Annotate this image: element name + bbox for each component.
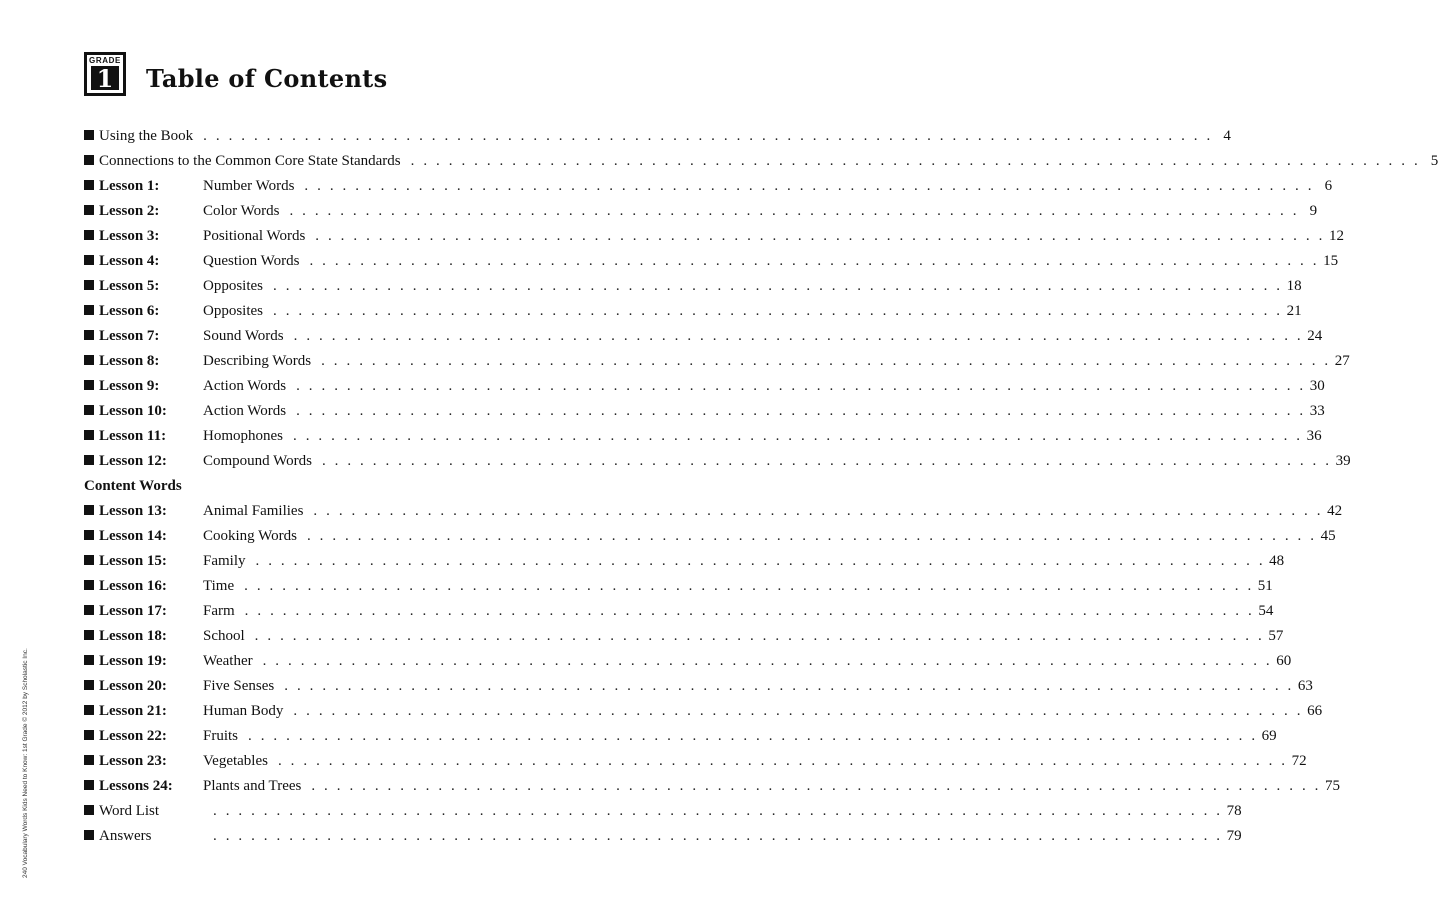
square-bullet-icon xyxy=(84,205,94,215)
page-number: 4 xyxy=(1223,128,1231,144)
dot-leader: . . . . . . . . . . . . . . . . . . . . . . . . . . . . . . . . . . . . . . . . . . . . . . . . . . . . . . . . . . . . . . . . . . . . . . . . . . . . . . . . xyxy=(213,828,1223,844)
entry-title: Vegetables xyxy=(203,753,268,769)
entry-title: Five Senses xyxy=(203,678,275,694)
dot-leader: . . . . . . . . . . . . . . . . . . . . . . . . . . . . . . . . . . . . . . . . . . . . . . . . . . . . . . . . . . . . . . . . . . . . . . . . . . . . . . . . xyxy=(315,228,1325,244)
square-bullet-icon xyxy=(84,230,94,240)
square-bullet-icon xyxy=(84,180,94,190)
page-number: 51 xyxy=(1257,578,1273,594)
page-number: 66 xyxy=(1307,703,1323,719)
square-bullet-icon xyxy=(84,405,94,415)
page-number: 45 xyxy=(1320,528,1336,544)
entry-title: Family xyxy=(203,553,246,569)
page-number: 24 xyxy=(1307,328,1323,344)
toc-lesson-row xyxy=(84,549,1285,574)
lesson-label: Lesson 19: xyxy=(99,653,167,669)
entry-title: School xyxy=(203,628,245,644)
dot-leader: . . . . . . . . . . . . . . . . . . . . . . . . . . . . . . . . . . . . . . . . . . . . . . . . . . . . . . . . . . . . . . . . . . . . . . . . . . . . . . . . xyxy=(296,403,1306,419)
toc-lesson-row xyxy=(84,224,1344,249)
toc-lesson-row xyxy=(84,499,1343,524)
lesson-label: Lesson 22: xyxy=(99,728,167,744)
square-bullet-icon xyxy=(84,805,94,815)
toc-lesson-row xyxy=(84,449,1351,474)
entry-title: Compound Words xyxy=(203,453,312,469)
page-number: 9 xyxy=(1309,203,1318,219)
dot-leader: . . . . . . . . . . . . . . . . . . . . . . . . . . . . . . . . . . . . . . . . . . . . . . . . . . . . . . . . . . . . . . . . . . . . . . . . . . . . . . . . xyxy=(293,428,1303,444)
toc-lesson-row xyxy=(84,674,1313,699)
page-number: 78 xyxy=(1226,803,1242,819)
page-number: 60 xyxy=(1276,653,1292,669)
dot-leader: . . . . . . . . . . . . . . . . . . . . . . . . . . . . . . . . . . . . . . . . . . . . . . . . . . . . . . . . . . . . . . . . . . . . . . . . . . . . . . . . xyxy=(203,128,1213,144)
lesson-label: Lessons 24: xyxy=(99,778,173,794)
entry-title: Using the Book xyxy=(99,128,194,144)
entry-title: Action Words xyxy=(203,403,287,419)
page-number: 79 xyxy=(1226,828,1242,844)
page-number: 21 xyxy=(1286,303,1302,319)
toc-row xyxy=(84,124,1231,149)
entry-title: Action Words xyxy=(203,378,287,394)
toc-lesson-row xyxy=(84,774,1340,799)
entry-title: Human Body xyxy=(203,703,284,719)
toc-lesson-row xyxy=(84,749,1307,774)
square-bullet-icon xyxy=(84,555,94,565)
grade-number: 1 xyxy=(91,66,119,90)
lesson-label: Lesson 10: xyxy=(99,403,167,419)
entry-title: Answers xyxy=(99,828,152,844)
dot-leader: . . . . . . . . . . . . . . . . . . . . . . . . . . . . . . . . . . . . . . . . . . . . . . . . . . . . . . . . . . . . . . . . . . . . . . . . . . . . . . . . xyxy=(244,578,1254,594)
toc-lesson-row xyxy=(84,699,1323,724)
lesson-label: Lesson 9: xyxy=(99,378,160,394)
lesson-label: Lesson 14: xyxy=(99,528,167,544)
lesson-label: Lesson 5: xyxy=(99,278,160,294)
toc-lesson-row xyxy=(84,649,1292,674)
dot-leader: . . . . . . . . . . . . . . . . . . . . . . . . . . . . . . . . . . . . . . . . . . . . . . . . . . . . . . . . . . . . . . . . . . . . . . . . . . . . . . . . xyxy=(262,653,1273,669)
square-bullet-icon xyxy=(84,255,94,265)
toc-lesson-row xyxy=(84,399,1325,424)
toc-lesson-row xyxy=(84,299,1302,324)
square-bullet-icon xyxy=(84,655,94,665)
square-bullet-icon xyxy=(84,830,94,840)
entry-title: Positional Words xyxy=(203,228,306,244)
toc-row xyxy=(84,149,1438,174)
entry-title: Fruits xyxy=(203,728,239,744)
entry-title: Animal Families xyxy=(203,503,304,519)
dot-leader: . . . . . . . . . . . . . . . . . . . . . . . . . . . . . . . . . . . . . . . . . . . . . . . . . . . . . . . . . . . . . . . . . . . . . . . . . . . . . . . . xyxy=(321,453,1332,469)
square-bullet-icon xyxy=(84,330,94,340)
page-number: 5 xyxy=(1430,153,1438,169)
page-number: 15 xyxy=(1323,253,1339,269)
page-number: 12 xyxy=(1328,228,1344,244)
square-bullet-icon xyxy=(84,680,94,690)
lesson-label: Lesson 6: xyxy=(99,303,160,319)
dot-leader: . . . . . . . . . . . . . . . . . . . . . . . . . . . . . . . . . . . . . . . . . . . . . . . . . . . . . . . . . . . . . . . . . . . . . . . . . . . . . . . . xyxy=(254,628,1265,644)
toc-lesson-row xyxy=(84,324,1323,349)
square-bullet-icon xyxy=(84,530,94,540)
entry-title: Time xyxy=(203,578,235,594)
page-number: 30 xyxy=(1309,378,1325,394)
square-bullet-icon xyxy=(84,355,94,365)
toc-lesson-row xyxy=(84,199,1318,224)
entry-title: Farm xyxy=(203,603,235,619)
lesson-label: Lesson 18: xyxy=(99,628,167,644)
toc-lesson-row xyxy=(84,349,1350,374)
dot-leader: . . . . . . . . . . . . . . . . . . . . . . . . . . . . . . . . . . . . . . . . . . . . . . . . . . . . . . . . . . . . . . . . . . . . . . . . . . . . . . . . xyxy=(410,153,1421,169)
lesson-label: Lesson 11: xyxy=(99,428,167,444)
lesson-label: Lesson 3: xyxy=(99,228,160,244)
copyright-credit: 240 Vocabulary Words Kids Need to Know: 1st Grade © 2012 by Scholastic Inc. xyxy=(22,648,29,878)
square-bullet-icon xyxy=(84,630,94,640)
square-bullet-icon xyxy=(84,705,94,715)
entry-title: Cooking Words xyxy=(203,528,297,544)
page-number: 36 xyxy=(1306,428,1322,444)
page-number: 48 xyxy=(1269,553,1285,569)
toc-lesson-row xyxy=(84,599,1274,624)
square-bullet-icon xyxy=(84,280,94,290)
entry-title: Opposites xyxy=(203,303,263,319)
square-bullet-icon xyxy=(84,130,94,140)
toc-row xyxy=(84,799,1242,824)
entry-title: Describing Words xyxy=(203,353,312,369)
dot-leader: . . . . . . . . . . . . . . . . . . . . . . . . . . . . . . . . . . . . . . . . . . . . . . . . . . . . . . . . . . . . . . . . . . . . . . . . . . . . . . . . xyxy=(277,753,1288,769)
page-number: 72 xyxy=(1291,753,1307,769)
dot-leader: . . . . . . . . . . . . . . . . . . . . . . . . . . . . . . . . . . . . . . . . . . . . . . . . . . . . . . . . . . . . . . . . . . . . . . . . . . . . . . . . xyxy=(255,553,1266,569)
lesson-label: Lesson 12: xyxy=(99,453,167,469)
dot-leader: . . . . . . . . . . . . . . . . . . . . . . . . . . . . . . . . . . . . . . . . . . . . . . . . . . . . . . . . . . . . . . . . . . . . . . . . . . . . . . . . xyxy=(293,328,1304,344)
toc-lesson-row xyxy=(84,249,1339,274)
square-bullet-icon xyxy=(84,380,94,390)
dot-leader: . . . . . . . . . . . . . . . . . . . . . . . . . . . . . . . . . . . . . . . . . . . . . . . . . . . . . . . . . . . . . . . . . . . . . . . . . . . . . . . . xyxy=(273,303,1283,319)
lesson-label: Lesson 1: xyxy=(99,178,160,194)
page-number: 69 xyxy=(1261,728,1277,744)
square-bullet-icon xyxy=(84,505,94,515)
entry-title: Plants and Trees xyxy=(203,778,302,794)
dot-leader: . . . . . . . . . . . . . . . . . . . . . . . . . . . . . . . . . . . . . . . . . . . . . . . . . . . . . . . . . . . . . . . . . . . . . . . . . . . . . . . . xyxy=(284,678,1294,694)
lesson-label: Lesson 4: xyxy=(99,253,160,269)
lesson-label: Lesson 2: xyxy=(99,203,160,219)
toc-lesson-row xyxy=(84,274,1302,299)
toc-lesson-row xyxy=(84,574,1273,599)
page-number: 57 xyxy=(1268,628,1284,644)
entry-title: Connections to the Common Core State Standards xyxy=(99,153,401,169)
dot-leader: . . . . . . . . . . . . . . . . . . . . . . . . . . . . . . . . . . . . . . . . . . . . . . . . . . . . . . . . . . . . . . . . . . . . . . . . . . . . . . . . xyxy=(273,278,1283,294)
square-bullet-icon xyxy=(84,155,94,165)
toc-lesson-row xyxy=(84,524,1336,549)
lesson-label: Lesson 13: xyxy=(99,503,167,519)
table-of-contents xyxy=(84,124,1438,849)
grade-label: GRADE xyxy=(89,56,121,65)
dot-leader: . . . . . . . . . . . . . . . . . . . . . . . . . . . . . . . . . . . . . . . . . . . . . . . . . . . . . . . . . . . . . . . . . . . . . . . . . . . . . . . . xyxy=(304,178,1315,194)
toc-lesson-row xyxy=(84,724,1277,749)
square-bullet-icon xyxy=(84,580,94,590)
page-number: 18 xyxy=(1286,278,1302,294)
square-bullet-icon xyxy=(84,755,94,765)
toc-lesson-row xyxy=(84,374,1325,399)
page-number: 39 xyxy=(1335,453,1351,469)
lesson-label: Lesson 8: xyxy=(99,353,160,369)
lesson-label: Lesson 20: xyxy=(99,678,167,694)
toc-lesson-row xyxy=(84,624,1284,649)
page-number: 75 xyxy=(1325,778,1340,794)
page-number: 63 xyxy=(1297,678,1313,694)
square-bullet-icon xyxy=(84,780,94,790)
lesson-label: Lesson 23: xyxy=(99,753,167,769)
toc-lesson-row xyxy=(84,174,1333,199)
square-bullet-icon xyxy=(84,730,94,740)
lesson-label: Lesson 17: xyxy=(99,603,167,619)
entry-title: Question Words xyxy=(203,253,300,269)
page-number: 54 xyxy=(1258,603,1274,619)
dot-leader: . . . . . . . . . . . . . . . . . . . . . . . . . . . . . . . . . . . . . . . . . . . . . . . . . . . . . . . . . . . . . . . . . . . . . . . . . . . . . . . . xyxy=(306,528,1317,544)
lesson-label: Lesson 7: xyxy=(99,328,160,344)
entry-title: Homophones xyxy=(203,428,283,444)
entry-title: Color Words xyxy=(203,203,280,219)
toc-lesson-row xyxy=(84,424,1322,449)
square-bullet-icon xyxy=(84,305,94,315)
dot-leader: . . . . . . . . . . . . . . . . . . . . . . . . . . . . . . . . . . . . . . . . . . . . . . . . . . . . . . . . . . . . . . . . . . . . . . . . . . . . . . . . xyxy=(296,378,1306,394)
dot-leader: . . . . . . . . . . . . . . . . . . . . . . . . . . . . . . . . . . . . . . . . . . . . . . . . . . . . . . . . . . . . . . . . . . . . . . . . . . . . . . . . xyxy=(289,203,1300,219)
square-bullet-icon xyxy=(84,605,94,615)
toc-row xyxy=(84,824,1242,849)
dot-leader: . . . . . . . . . . . . . . . . . . . . . . . . . . . . . . . . . . . . . . . . . . . . . . . . . . . . . . . . . . . . . . . . . . . . . . . . . . . . . . . . xyxy=(248,728,1258,744)
square-bullet-icon xyxy=(84,455,94,465)
page-number: 33 xyxy=(1309,403,1325,419)
entry-title: Weather xyxy=(203,653,253,669)
page-number: 6 xyxy=(1324,178,1333,194)
page-title: Table of Contents xyxy=(146,64,388,93)
dot-leader: . . . . . . . . . . . . . . . . . . . . . . . . . . . . . . . . . . . . . . . . . . . . . . . . . . . . . . . . . . . . . . . . . . . . . . . . . . . . . . . . xyxy=(313,503,1324,519)
lesson-label: Lesson 15: xyxy=(99,553,167,569)
dot-leader: . . . . . . . . . . . . . . . . . . . . . . . . . . . . . . . . . . . . . . . . . . . . . . . . . . . . . . . . . . . . . . . . . . . . . . . . . . . . . . . . xyxy=(213,803,1223,819)
lesson-label: Lesson 16: xyxy=(99,578,167,594)
entry-title: Number Words xyxy=(203,178,295,194)
section-heading: Content Words xyxy=(84,478,182,494)
page-number: 27 xyxy=(1334,353,1350,369)
dot-leader: . . . . . . . . . . . . . . . . . . . . . . . . . . . . . . . . . . . . . . . . . . . . . . . . . . . . . . . . . . . . . . . . . . . . . . . . . . . . . . . . xyxy=(321,353,1331,369)
entry-title: Sound Words xyxy=(203,328,284,344)
dot-leader: . . . . . . . . . . . . . . . . . . . . . . . . . . . . . . . . . . . . . . . . . . . . . . . . . . . . . . . . . . . . . . . . . . . . . . . . . . . . . . . . xyxy=(293,703,1304,719)
page-number: 42 xyxy=(1327,503,1343,519)
entry-title: Word List xyxy=(99,803,160,819)
grade-badge xyxy=(84,52,126,96)
dot-leader: . . . . . . . . . . . . . . . . . . . . . . . . . . . . . . . . . . . . . . . . . . . . . . . . . . . . . . . . . . . . . . . . . . . . . . . . . . . . . . . . xyxy=(244,603,1255,619)
dot-leader: . . . . . . . . . . . . . . . . . . . . . . . . . . . . . . . . . . . . . . . . . . . . . . . . . . . . . . . . . . . . . . . . . . . . . . . . . . . . . . . . xyxy=(309,253,1320,269)
square-bullet-icon xyxy=(84,430,94,440)
dot-leader: . . . . . . . . . . . . . . . . . . . . . . . . . . . . . . . . . . . . . . . . . . . . . . . . . . . . . . . . . . . . . . . . . . . . . . . . . . . . . . . . xyxy=(311,778,1321,794)
entry-title: Opposites xyxy=(203,278,263,294)
lesson-label: Lesson 21: xyxy=(99,703,167,719)
